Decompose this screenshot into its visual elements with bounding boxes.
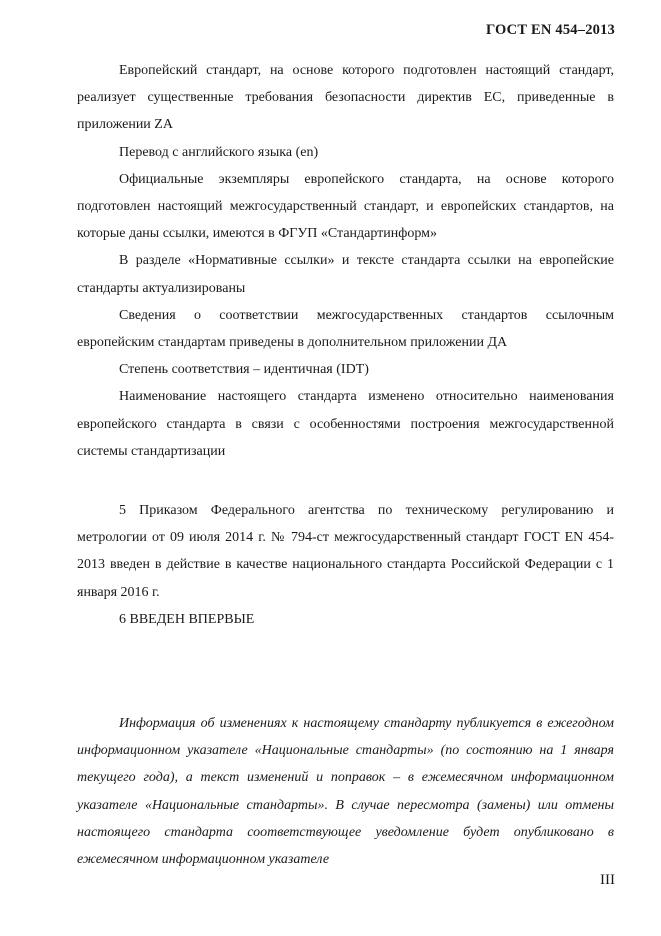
paragraph-normative-references: В разделе «Нормативные ссылки» и тексте стандарта ссылки на европейские стандарты актуализированы (77, 253, 614, 296)
paragraph-item-6: 6 ВВЕДЕН ВПЕРВЫЕ (119, 611, 255, 627)
preface-text-top (77, 57, 614, 465)
paragraph-degree-of-correspondence: Степень соответствия – идентичная (IDT) (119, 362, 369, 378)
paragraph-changes-info: Информация об изменениях к настоящему стандарту публикуется в ежегодном информационном указателе «Национальные стандарты» (по состоянию на 1 января текущего года), а текст изменений и поправок – в ежемесячном информационном указателе «Национальные стандарты». В случае пересмотра (замены) или отмены настоящего стандарта соответствующее уведомление будет опубликовано в ежемесячном информационном указателе (77, 716, 614, 868)
preface-text-mid (77, 497, 614, 633)
document-code-header: ГОСТ EN 454–2013 (485, 22, 615, 38)
paragraph-title-change: Наименование настоящего стандарта изменено относительно наименования европейского стандарта в связи с особенностями построения межгосударственной системы стандартизации (77, 389, 614, 459)
changes-info-block (77, 710, 614, 873)
page-number: III (600, 872, 615, 888)
paragraph-translation: Перевод с английского языка (en) (119, 144, 319, 160)
paragraph-european-standard: Европейский стандарт, на основе которого подготовлен настоящий стандарт, реализует существенные требования безопасности директив ЕС, приведенные в приложении ZA (77, 63, 614, 133)
paragraph-correspondence-info: Сведения о соответствии межгосударственных стандартов ссылочным европейским стандартам приведены в дополнительном приложении ДА (77, 307, 614, 351)
paragraph-official-copies: Официальные экземпляры европейского стандарта, на основе которого подготовлен настоящий межгосударственный стандарт, и европейских стандартов, на которые даны ссылки, имеются в ФГУП «Стандартинформ» (77, 171, 614, 242)
paragraph-order-item-5: 5 Приказом Федерального агентства по техническому регулированию и метрологии от 09 июля 2014 г. № 794-ст межгосударственный стандарт ГОСТ EN 454-2013 введен в действие в качестве национального стандарта Российской Федерации с 1 января 2016 г. (77, 503, 614, 600)
